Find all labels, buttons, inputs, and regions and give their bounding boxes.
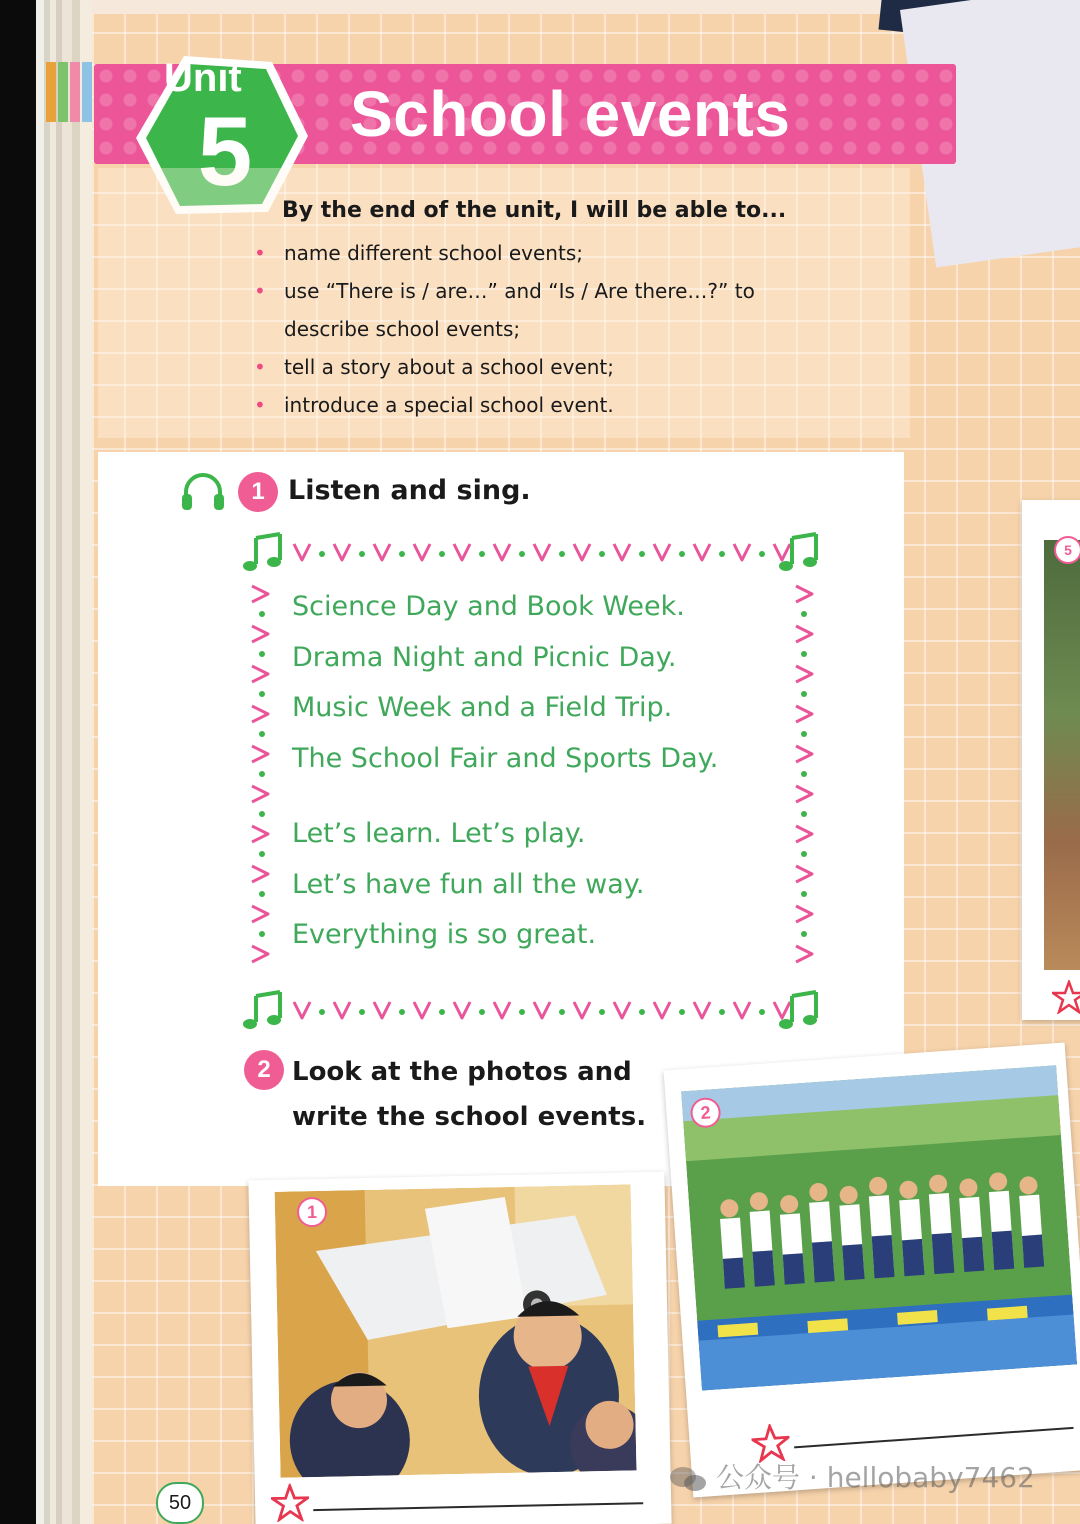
exercise-1-number: 1	[238, 472, 278, 512]
verse-gap	[292, 784, 792, 809]
song-line: Science Day and Book Week.	[292, 591, 685, 622]
objective-item: • tell a story about a school event;	[254, 348, 814, 386]
objective-item: • name different school events;	[254, 234, 814, 272]
page-tab	[70, 62, 80, 122]
photo-frame-1	[248, 1172, 671, 1524]
exercise-2-title: Look at the photos and write the school events.	[292, 1057, 647, 1132]
photo-image-1	[275, 1184, 637, 1477]
song-line: Drama Night and Picnic Day.	[292, 641, 677, 673]
exercise-2-number: 2	[244, 1050, 284, 1090]
page-edge	[72, 0, 80, 1524]
photo-image-2	[681, 1065, 1077, 1390]
song-line: Let’s learn. Let’s play.	[292, 818, 586, 849]
page-edge	[36, 0, 44, 1524]
photo-number-2: 2	[690, 1097, 722, 1129]
wechat-icon	[668, 1464, 708, 1494]
star-icon	[1052, 980, 1080, 1014]
song-lyrics	[292, 582, 792, 961]
objectives-intro: By the end of the unit, I will be able to...	[282, 198, 787, 223]
song-line: The School Fair and Sports Day.	[292, 742, 719, 774]
unit-number: 5	[197, 96, 253, 206]
photo-frame-5	[1022, 500, 1080, 1020]
watermark	[668, 1458, 1035, 1498]
song-line: Let’s have fun all the way.	[292, 868, 645, 900]
photo-image-5	[1044, 540, 1080, 970]
headphones-icon	[180, 470, 226, 512]
photo-number-5: 5	[1054, 536, 1080, 564]
page-tab	[46, 62, 56, 122]
star-icon	[271, 1483, 310, 1522]
page-tab	[82, 62, 92, 122]
page-tab	[58, 62, 68, 122]
photo-frame-2	[664, 1043, 1080, 1498]
unit-title: School events	[350, 78, 791, 150]
objective-item: • use “There is / are…” and “Is / Are there…?” to describe school events;	[254, 272, 814, 348]
page-edge	[80, 0, 92, 1524]
exercise-1-title: Listen and sing.	[288, 475, 531, 506]
song-line: Music Week and a Field Trip.	[292, 692, 673, 723]
objectives-list	[254, 234, 814, 424]
answer-line[interactable]	[794, 1427, 1073, 1449]
unit-label: Unit	[164, 56, 242, 100]
song-line: Everything is so great.	[292, 919, 597, 950]
photo-number-1: 1	[297, 1197, 328, 1228]
objective-item: • introduce a special school event.	[254, 386, 814, 424]
book-spine	[0, 0, 36, 1524]
answer-line[interactable]	[313, 1502, 643, 1511]
page-number: 50	[156, 1482, 204, 1524]
watermark-text: 公众号 · hellobaby7462	[716, 1461, 1035, 1494]
page-edge	[62, 0, 72, 1524]
